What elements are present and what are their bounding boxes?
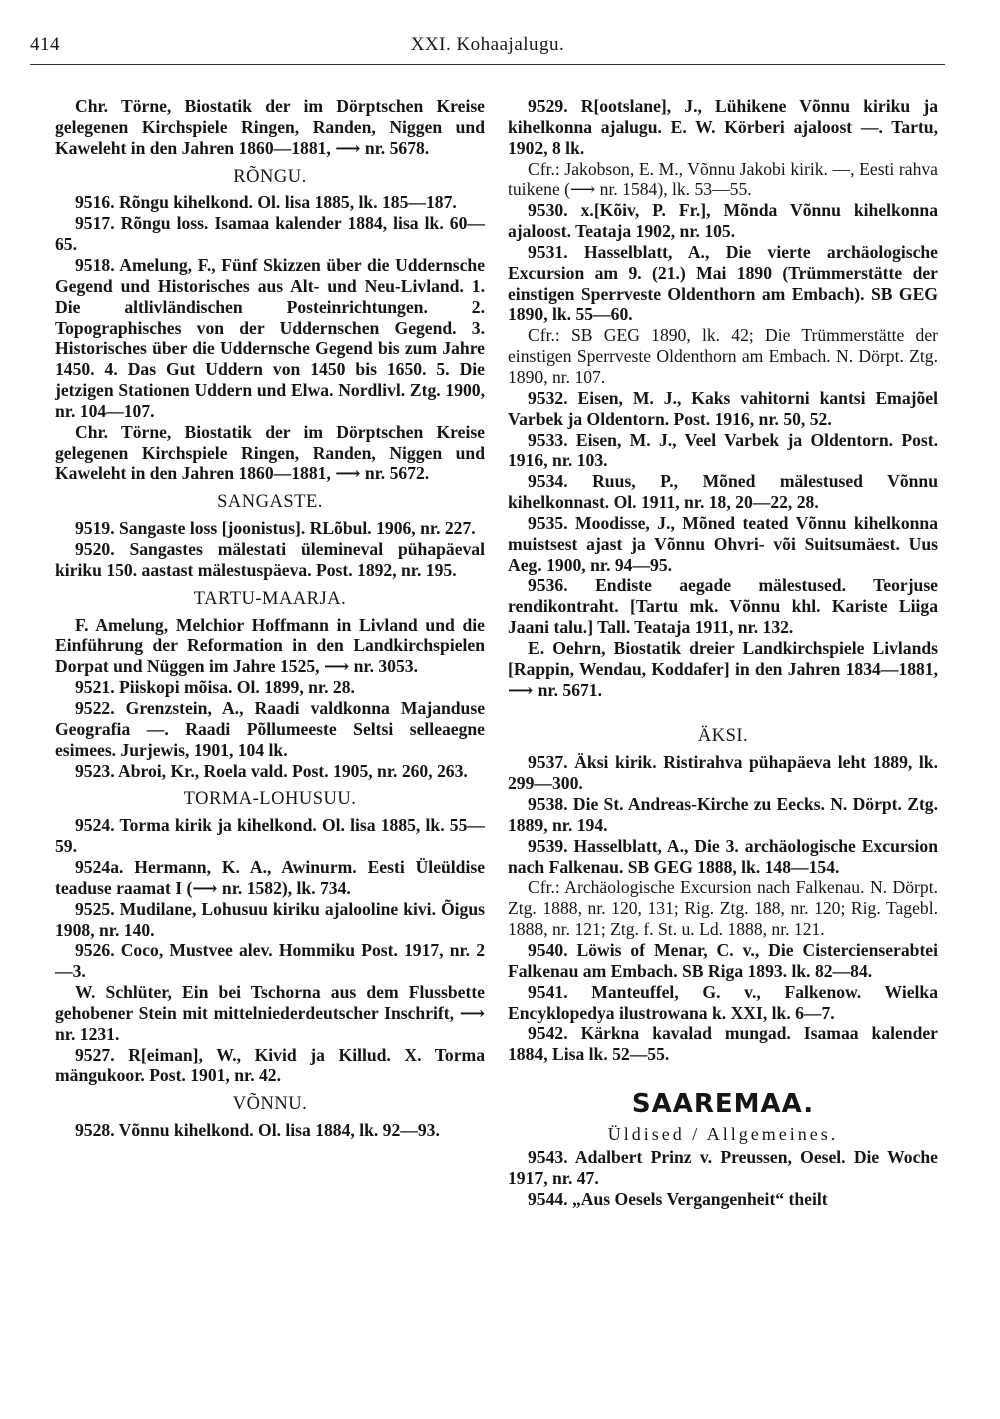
section-heading-tartu-maarja: TARTU-MAARJA. [193, 588, 347, 609]
entry-9544: 9544. „Aus Oesels Vergangenheit“ theilt [528, 1188, 828, 1209]
entry-9535: 9535. Moodisse, J., Mõned teated Võnnu kihelkonna muistsest ajast ja Võnnu Ohvri- või Suitsumäest. Uus Aeg. 1900, nr. 94—95. [508, 512, 938, 575]
section-heading-aksi: ÄKSI. [697, 726, 749, 747]
entry-9534: 9534. Ruus, P., Mõned mälestused Võnnu kihelkonnast. Ol. 1911, nr. 18, 20—22, 28. [508, 471, 938, 513]
entry-torne-1: Chr. Törne, Biostatik der im Dörptschen Kreise gelegenen Kirchspiele Ringen, Randen, Niggen und Kaweleht in den Jahren 1860—1881, ⟶ nr. 5678. [55, 96, 485, 158]
section-heading-saaremaa: SAAREMAA. [631, 1089, 815, 1120]
entry-9538: 9538. Die St. Andreas-Kirche zu Eecks. N. Dörpt. Ztg. 1889, nr. 194. [508, 794, 938, 835]
entry-amelung-2: F. Amelung, Melchior Hoffmann in Livland und die Einführung der Reformation in den Landkirchspielen Dorpat und Nüggen im Jahre 1525, ⟶ nr. 3053. [55, 614, 485, 677]
entry-9521: 9521. Piiskopi mõisa. Ol. 1899, nr. 28. [75, 677, 355, 698]
entry-9530: 9530. x.[Kõiv, P. Fr.], Mõnda Võnnu kihelkonna ajaloost. Teataja 1902, nr. 105. [508, 200, 938, 242]
page-number: 414 [30, 34, 60, 55]
section-heading-vonnu: VÕNNU. [232, 1094, 308, 1115]
entry-9524a: 9524a. Hermann, K. A., Awinurm. Eesti Üleüldise teaduse raamat I (⟶ nr. 1582), lk. 734. [55, 857, 485, 898]
entry-9517: 9517. Rõngu loss. Isamaa kalender 1884, lisa lk. 60—65. [55, 213, 485, 255]
entry-9522: 9522. Grenzstein, A., Raadi valdkonna Majanduse Geografia —. Raadi Põllumeeste Seltsi selleaegne esimees. Jurjewis, 1901, 104 lk. [55, 698, 485, 760]
right-column [508, 96, 938, 1210]
subheading-uldised: Üldised / Allgemeines. [607, 1123, 839, 1144]
entry-9539-cfr: Cfr.: Archäologische Excursion nach Falkenau. N. Dörpt. Ztg. 1888, nr. 120, 131; Rig. Ztg. 188, nr. 120; Rig. Tagebl. 1888, nr. 121; Ztg. f. St. u. Ld. 1888, nr. 121. [508, 877, 938, 940]
entry-9531: 9531. Hasselblatt, A., Die vierte archäologische Excursion am 9. (21.) Mai 1890 (Trümmerstätte der einstigen Sperrveste Oldenthorn am Embach). SB GEG 1890, lk. 55—60. [508, 241, 938, 325]
entry-9518: 9518. Amelung, F., Fünf Skizzen über die Uddernsche Gegend und Historisches aus Alt- und Neu-Livland. 1. Die altlivländischen Posteinrichtungen. 2. Topographisches von der Uddernschen Gegend. 3. Historisches über die Uddernsche Gegend bis zum Jahre 1450. 4. Das Gut Uddern von 1450 bis 1650. 5. Die jetzigen Stationen Uddern und Elwa. Nordlivl. Ztg. 1900, nr. 104—107. [55, 254, 485, 421]
running-head [30, 34, 945, 65]
section-heading-torma-lohusuu: TORMA-LOHUSUU. [183, 789, 357, 810]
entry-9516: 9516. Rõngu kihelkond. Ol. lisa 1885, lk. 185—187. [75, 192, 457, 213]
section-heading-sangaste: SANGASTE. [217, 492, 323, 513]
entry-9532: 9532. Eisen, M. J., Kaks vahitorni kantsi Emajõel Varbek ja Oldentorn. Post. 1916, nr. 50, 52. [508, 387, 938, 429]
entry-schluter: W. Schlüter, Ein bei Tschorna aus dem Flussbette gehobener Stein mit mittelniederdeutscher Inschrift, ⟶ nr. 1231. [55, 982, 485, 1044]
entry-9531-cfr: Cfr.: SB GEG 1890, lk. 42; Die Trümmerstätte der einstigen Sperrveste Oldenthorn am Embach. N. Dörpt. Ztg. 1890, nr. 107. [508, 325, 938, 387]
entry-9533: 9533. Eisen, M. J., Veel Varbek ja Oldentorn. Post. 1916, nr. 103. [508, 429, 938, 471]
entry-9523: 9523. Abroi, Kr., Roela vald. Post. 1905, nr. 260, 263. [75, 760, 468, 781]
entry-9519: 9519. Sangaste loss [joonistus]. RLõbul. 1906, nr. 227. [75, 518, 476, 539]
entry-9520: 9520. Sangastes mälestati ülemineval pühapäeval kiriku 150. aastast mälestuspäeva. Post. 1892, nr. 195. [55, 539, 485, 580]
left-column [55, 96, 485, 1141]
entry-9539: 9539. Hasselblatt, A., Die 3. archäologische Excursion nach Falkenau. SB GEG 1888, lk. 148—154. [508, 835, 938, 877]
entry-9536: 9536. Endiste aegade mälestused. Teorjuse rendikontraht. [Tartu mk. Võnnu khl. Kariste Liiga Jaani talu.] Tall. Teataja 1911, nr. 132. [508, 575, 938, 638]
entry-torne-2: Chr. Törne, Biostatik der im Dörptschen Kreise gelegenen Kirchspiele Ringen, Randen, Niggen und Kaweleht in den Jahren 1860—1881, ⟶ nr. 5672. [55, 421, 485, 484]
entry-9529-cfr: Cfr.: Jakobson, E. M., Võnnu Jakobi kirik. —, Eesti rahva tuikene (⟶ nr. 1584), lk. 53—55. [508, 158, 938, 200]
entry-oehrn: E. Oehrn, Biostatik dreier Landkirchspiele Livlands [Rappin, Wendau, Koddafer] in den Jahren 1834—1881, ⟶ nr. 5671. [508, 637, 938, 700]
entry-9528: 9528. Võnnu kihelkond. Ol. lisa 1884, lk. 92—93. [75, 1120, 440, 1141]
entry-9527: 9527. R[eiman], W., Kivid ja Killud. X. Torma mängukoor. Post. 1901, nr. 42. [55, 1044, 485, 1086]
entry-9541: 9541. Manteuffel, G. v., Falkenow. Wielka Encyklopedya ilustrowana k. XXI, lk. 6—7. [508, 981, 938, 1023]
entry-9525: 9525. Mudilane, Lohusuu kiriku ajalooline kivi. Õigus 1908, nr. 140. [55, 898, 485, 940]
entry-9524: 9524. Torma kirik ja kihelkond. Ol. lisa 1885, lk. 55—59. [55, 815, 485, 857]
section-heading-rongu: RÕNGU. [233, 166, 307, 187]
entry-9542: 9542. Kärkna kavalad mungad. Isamaa kalender 1884, Lisa lk. 52—55. [508, 1023, 938, 1065]
entry-9543: 9543. Adalbert Prinz v. Preussen, Oesel. Die Woche 1917, nr. 47. [508, 1147, 938, 1189]
entry-9540: 9540. Löwis of Menar, C. v., Die Cistercienserabtei Falkenau am Embach. SB Riga 1893. lk. 82—84. [508, 939, 938, 981]
chapter-title: XXI. Kohaajalugu. [410, 34, 565, 55]
entry-9526: 9526. Coco, Mustvee alev. Hommiku Post. 1917, nr. 2—3. [55, 940, 485, 982]
entry-9537: 9537. Äksi kirik. Ristirahva pühapäeva leht 1889, lk. 299—300. [508, 752, 938, 794]
entry-9529: 9529. R[ootslane], J., Lühikene Võnnu kiriku ja kihelkonna ajalugu. E. W. Körberi ajaloost —. Tartu, 1902, 8 lk. [508, 96, 938, 158]
